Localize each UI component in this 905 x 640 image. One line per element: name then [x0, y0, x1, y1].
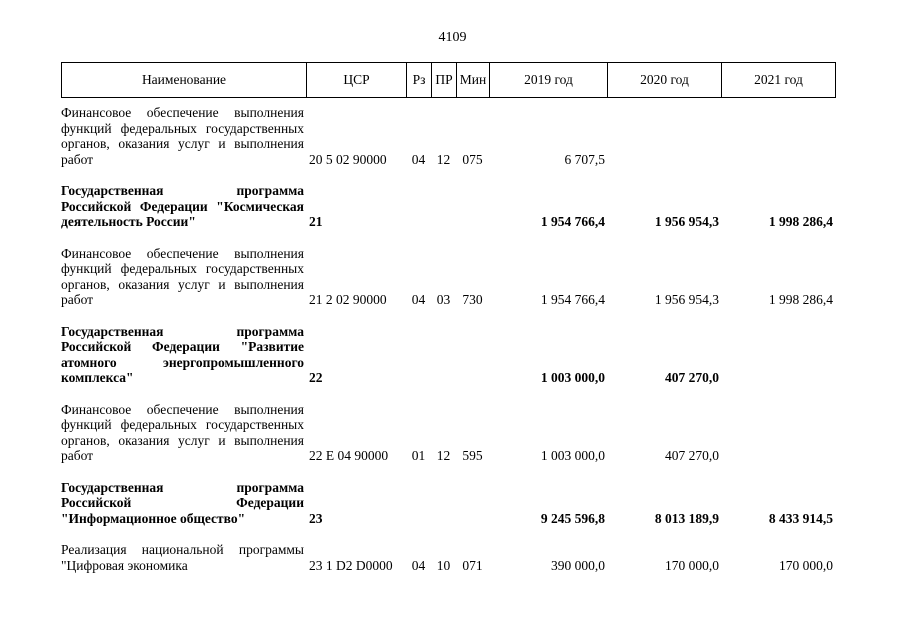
row-2020: 407 270,0 [665, 370, 719, 385]
row-min: 595 [462, 448, 483, 463]
header-rz: Рз [407, 63, 432, 98]
row-pr [431, 324, 456, 386]
table-row [61, 246, 835, 308]
row-rz: 04 [411, 151, 426, 167]
row-min: 730 [462, 292, 483, 307]
row-pr: 10 [436, 557, 451, 573]
row-min [456, 324, 489, 386]
row-name: Реализация национальной программы "Цифровая экономика [61, 542, 304, 573]
table-row [61, 324, 835, 386]
row-name: Финансовое обеспечение выполнения функций федеральных государственных органов, оказания услуг и выполнения работ [61, 401, 304, 463]
row-2019: 6 707,5 [564, 151, 605, 167]
row-2019: 1 003 000,0 [540, 370, 605, 385]
row-rz [406, 324, 431, 386]
table-row [61, 480, 835, 527]
header-2019: 2019 год [490, 63, 608, 98]
header-2021: 2021 год [722, 63, 836, 98]
table-row [61, 105, 835, 167]
table-body [61, 105, 835, 573]
row-csr: 23 [309, 510, 323, 526]
row-2020: 1 956 954,3 [654, 292, 719, 307]
row-rz [406, 183, 431, 230]
row-2019: 1 003 000,0 [540, 448, 605, 463]
row-pr: 12 [436, 151, 451, 167]
header-name: Наименование [62, 63, 307, 98]
row-rz: 01 [411, 448, 426, 463]
row-2019: 1 954 766,4 [540, 292, 605, 307]
row-2021: 1 998 286,4 [768, 292, 833, 307]
row-name: Государственная программа Российской Федерации "Развитие атомного энергопромышленного комплекса" [61, 323, 304, 385]
header-csr: ЦСР [307, 63, 407, 98]
row-2021 [721, 324, 835, 386]
row-2019: 390 000,0 [551, 557, 605, 573]
row-2021 [721, 402, 835, 464]
row-csr: 22 [309, 370, 323, 385]
row-rz [406, 480, 431, 527]
row-min [456, 480, 489, 527]
row-name: Финансовое обеспечение выполнения функций федеральных государственных органов, оказания услуг и выполнения работ [61, 105, 304, 167]
row-2020: 170 000,0 [665, 557, 719, 573]
table-row [61, 402, 835, 464]
row-min [456, 183, 489, 230]
header-pr: ПР [432, 63, 457, 98]
row-name: Финансовое обеспечение выполнения функций федеральных государственных органов, оказания услуг и выполнения работ [61, 245, 304, 307]
row-name: Государственная программа Российской Федерации "Информационное общество" [61, 479, 304, 526]
row-csr: 22 Е 04 90000 [309, 448, 389, 463]
row-2021: 8 433 914,5 [768, 510, 833, 526]
header-2020: 2020 год [608, 63, 722, 98]
row-rz: 04 [411, 557, 426, 573]
row-2021 [721, 105, 835, 167]
row-2019: 1 954 766,4 [540, 214, 605, 229]
row-pr: 12 [436, 448, 451, 463]
table-row [61, 542, 835, 573]
row-csr: 21 2 02 90000 [309, 292, 387, 307]
row-2020: 1 956 954,3 [654, 214, 719, 229]
header-min: Мин [457, 63, 490, 98]
row-pr [431, 183, 456, 230]
row-2019: 9 245 596,8 [540, 510, 605, 526]
row-pr: 03 [436, 292, 451, 307]
page-number: 4109 [438, 30, 467, 45]
row-min: 071 [462, 557, 483, 573]
row-2020 [607, 105, 721, 167]
row-2020: 8 013 189,9 [654, 510, 719, 526]
row-name: Государственная программа Российской Федерации "Космическая деятельность России" [61, 183, 304, 229]
row-rz: 04 [411, 292, 426, 307]
row-2021: 1 998 286,4 [768, 214, 833, 229]
table-row [61, 183, 835, 230]
row-pr [431, 480, 456, 527]
row-csr: 23 1 D2 D0000 [309, 557, 393, 573]
row-2020: 407 270,0 [665, 448, 719, 463]
table-header [61, 62, 836, 98]
row-2021: 170 000,0 [779, 557, 833, 573]
row-csr: 21 [309, 214, 323, 229]
row-min: 075 [462, 151, 483, 167]
row-csr: 20 5 02 90000 [309, 151, 387, 167]
